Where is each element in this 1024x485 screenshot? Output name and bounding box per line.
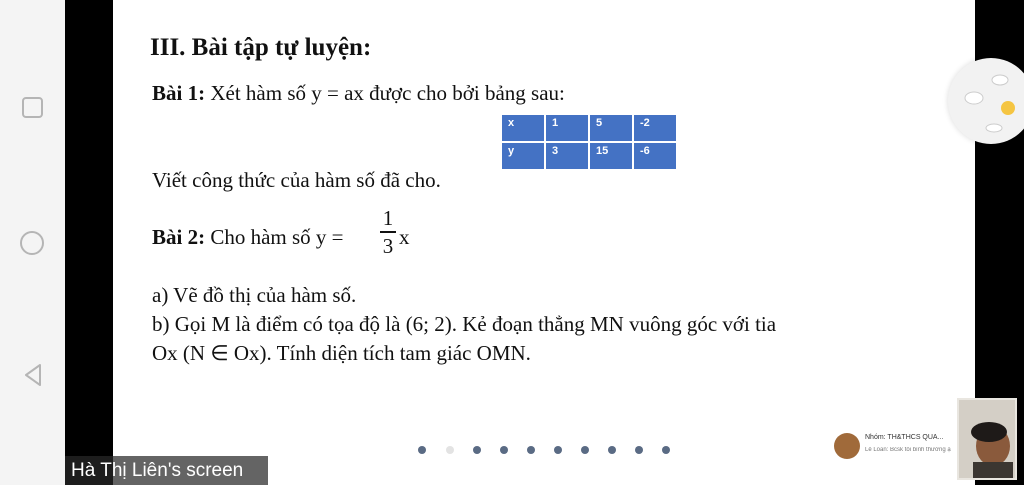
page-dot[interactable] [473,446,481,454]
slide-title: III. Bài tập tự luyện: [150,34,372,61]
bai2-line [152,225,344,250]
table-cell: -2 [633,114,677,142]
value-table [500,113,678,171]
screen-share-label: Hà Thị Liên's screen [65,456,268,485]
page-dot[interactable] [527,446,535,454]
table-cell: 15 [589,142,633,170]
webcam-preview[interactable] [957,398,1017,480]
back-button[interactable] [22,363,44,392]
page-dot[interactable] [662,446,670,454]
page-dot[interactable] [635,446,643,454]
table-cell: 5 [589,114,633,142]
table-row [501,114,677,142]
page-indicator [418,446,678,456]
chat-avatar[interactable] [834,433,860,459]
fraction-denominator: 3 [382,233,394,258]
chat-message-preview[interactable]: Lê Loan: Bcsk tôi bình thường ạ [865,447,951,453]
bai1-label: Bài 1: [152,81,206,105]
table-row [501,142,677,170]
bai1-text: Xét hàm số y = ax được cho bởi bảng sau: [205,81,565,105]
page-dot[interactable] [418,446,426,454]
page-dot[interactable] [581,446,589,454]
chat-group-name[interactable]: Nhóm: TH&THCS QUA... [865,434,944,441]
page-dot[interactable] [554,446,562,454]
floating-weather-bubble[interactable] [948,58,1024,144]
letterbox-left [65,0,113,485]
bai2-label: Bài 2: [152,225,206,249]
home-button[interactable] [20,231,44,255]
bai2-text: Cho hàm số y = [205,225,344,249]
fraction-numerator: 1 [382,206,394,230]
page-dot[interactable] [500,446,508,454]
bai1-task: Viết công thức của hàm số đã cho. [152,168,441,192]
android-nav-bar [0,0,65,485]
part-a: a) Vẽ đồ thị của hàm số. [152,283,357,307]
table-cell: x [501,114,545,142]
page-dot[interactable] [608,446,616,454]
recent-apps-button[interactable] [22,97,43,118]
part-b-line2: Ox (N ∈ Ox). Tính diện tích tam giác OMN. [152,341,531,365]
table-cell: -6 [633,142,677,170]
fraction-variable: x [399,225,410,249]
table-cell: 3 [545,142,589,170]
person-video-icon [959,400,1015,478]
table-cell: y [501,142,545,170]
table-cell: 1 [545,114,589,142]
fraction [380,207,396,257]
part-b-line1: b) Gọi M là điểm có tọa độ là (6; 2). Kẻ đoạn thẳng MN vuông góc với tia [152,312,777,336]
weather-icon [948,58,1024,144]
back-icon [22,363,44,387]
bai1-line [152,81,565,106]
fraction-bar [380,231,396,233]
page-dot-active[interactable] [446,446,454,454]
